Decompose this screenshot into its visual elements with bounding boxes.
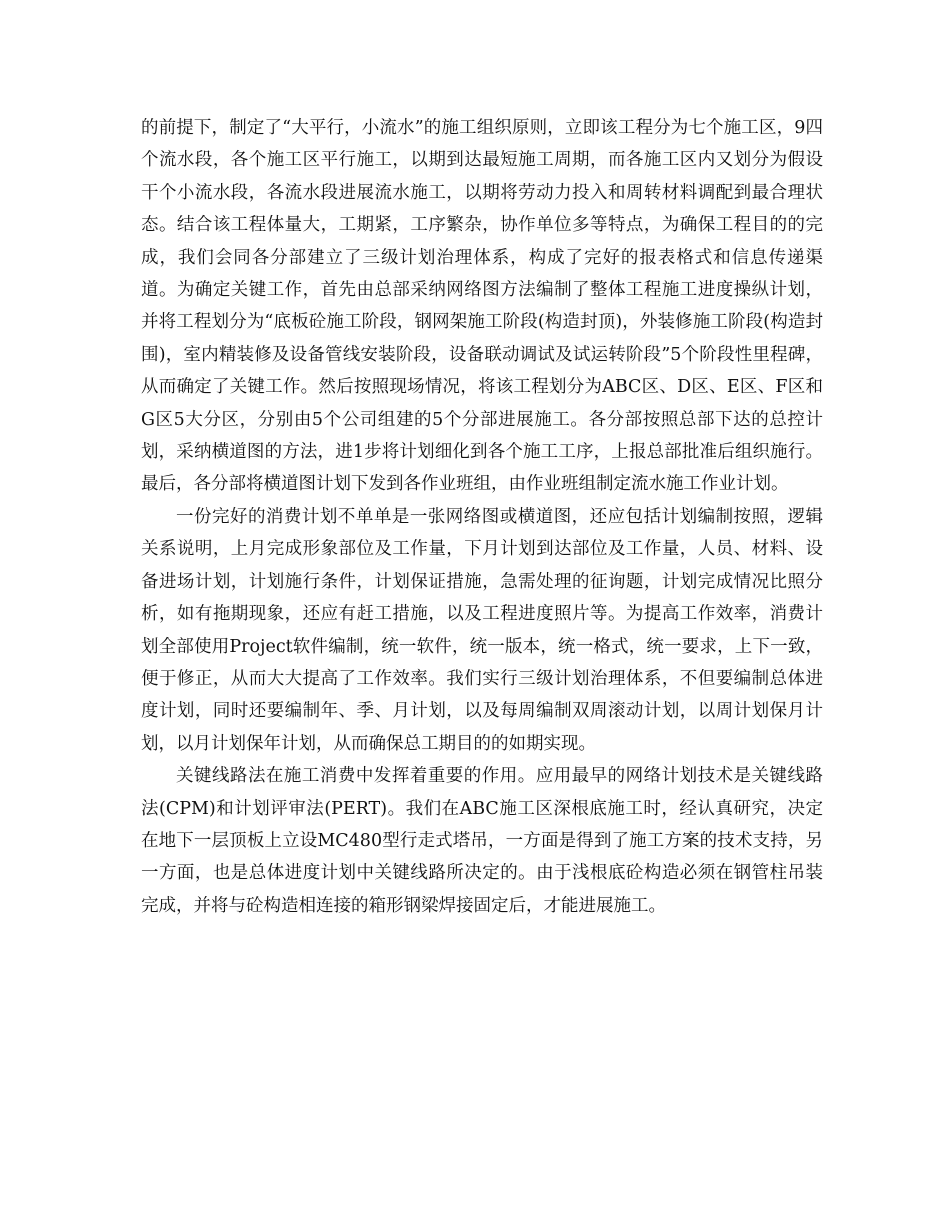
paragraph-critical-path-method: 关键线路法在施工消费中发挥着重要的作用。应用最早的网络计划技术是关键线路法(CPM)和计划评审法(PERT)。我们在ABC施工区深根底施工时，经认真研究，决定在地下一层顶板上立设MC480型行走式塔吊，一方面是得到了施工方案的技术支持，另一方面，也是总体进度计划中关键线路所决定的。由于浅根底砼构造必须在钢管柱吊装完成，并将与砼构造相连接的箱形钢梁焊接固定后，才能进展施工。 [141, 766, 823, 916]
paragraph-construction-organization: 的前提下，制定了“大平行，小流水”的施工组织原则，立即该工程分为七个施工区，9四个流水段，各个施工区平行施工，以期到达最短施工周期，而各施工区内又划分为假设干个小流水段，各流水段进展流水施工，以期将劳动力投入和周转材料调配到最合理状态。结合该工程体量大，工期紧，工序繁杂，协作单位多等特点，为确保工程目的的完成，我们会同各分部建立了三级计划治理体系，构成了完好的报表格式和信息传递渠道。为确定关键工作，首先由总部采纳网络图方法编制了整体工程施工进度操纵计划，并将工程划分为“底板砼施工阶段，钢网架施工阶段(构造封顶)，外装修施工阶段(构造封围)，室内精装修及设备管线安装阶段，设备联动调试及试运转阶段”5个阶段性里程碑，从而确定了关键工作。然后按照现场情况，将该工程划分为ABC区、D区、E区、F区和G区5大分区，分别由5个公司组建的5个分部进展施工。各分部按照总部下达的总控计划，采纳横道图的方法，进1步将计划细化到各个施工工序，上报总部批准后组织施行。最后，各分部将横道图计划下发到各作业班组，由作业班组制定流水施工作业计划。 [141, 118, 823, 495]
paragraph-production-plan: 一份完好的消费计划不单单是一张网络图或横道图，还应包括计划编制按照，逻辑关系说明，上月完成形象部位及工作量，下月计划到达部位及工作量，人员、材料、设备进场计划，计划施行条件，计划保证措施，急需处理的征询题，计划完成情况比照分析，如有拖期现象，还应有赶工措施，以及工程进度照片等。为提高工作效率，消费计划全部使用Project软件编制，统一软件，统一版本，统一格式，统一要求，上下一致，便于修正，从而大大提高了工作效率。我们实行三级计划治理体系，不但要编制总体进度计划，同时还要编制年、季、月计划，以及每周编制双周滚动计划，以周计划保月计划，以月计划保年计划，从而确保总工期目的的如期实现。 [141, 506, 823, 754]
document-body [141, 112, 823, 922]
